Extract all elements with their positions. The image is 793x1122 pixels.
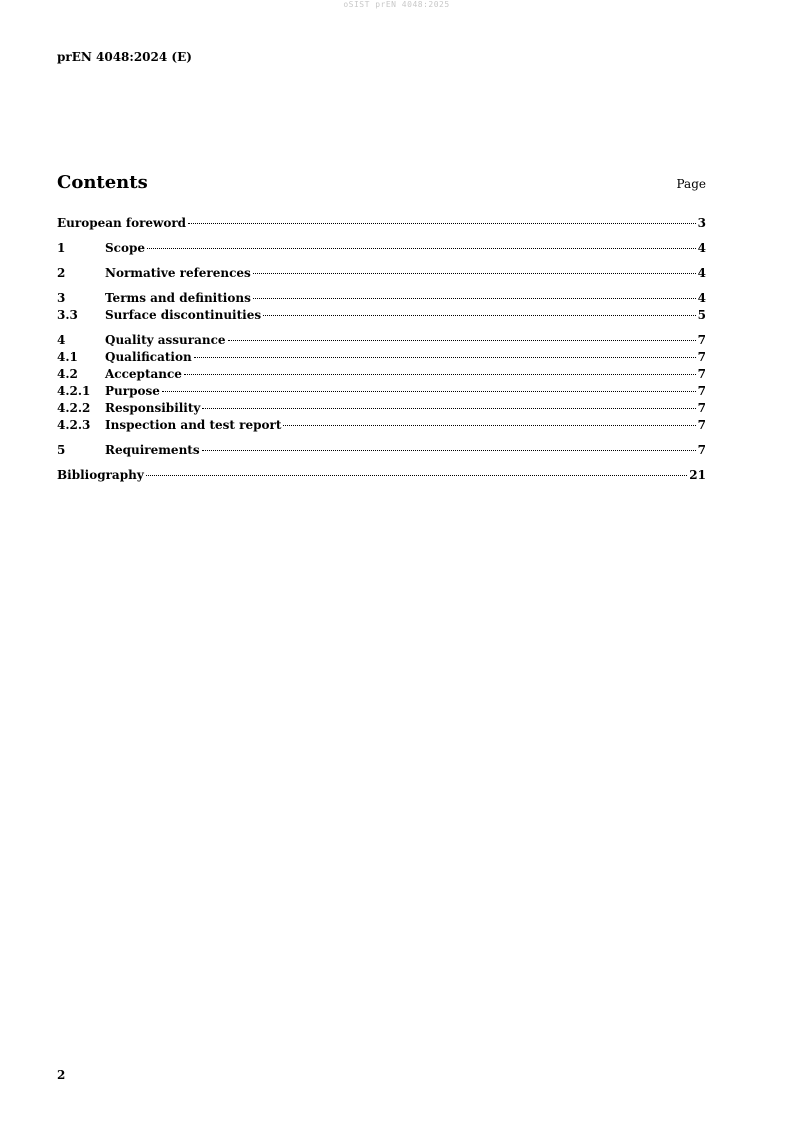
- dot-leader: [202, 450, 696, 451]
- toc-entry-page: 7: [697, 367, 706, 381]
- toc-entry-bibliography[interactable]: [57, 467, 706, 484]
- toc-entry-title: Scope: [105, 241, 146, 255]
- toc-entry-title: Surface discontinuities: [105, 308, 262, 322]
- toc-entry-page: 21: [689, 468, 706, 482]
- toc-entry-acceptance[interactable]: [57, 366, 706, 383]
- toc-entry-title: Responsibility: [105, 401, 201, 415]
- toc-entry-qualification[interactable]: [57, 349, 706, 366]
- toc-entry-title: Acceptance: [105, 367, 182, 381]
- dot-leader: [194, 357, 696, 358]
- toc-entry-number: 3.3: [57, 308, 78, 322]
- toc-entry-page: 5: [697, 308, 706, 322]
- toc-entry-title: Bibliography: [57, 468, 144, 482]
- toc-entry-number: 4: [57, 333, 66, 347]
- dot-leader: [147, 248, 696, 249]
- dot-leader: [263, 315, 696, 316]
- dot-leader: [202, 408, 695, 409]
- toc-entry-number: 4.2: [57, 367, 78, 381]
- contents-title: Contents: [57, 172, 148, 193]
- toc-entry-page: 7: [697, 333, 706, 347]
- contents-header: [57, 172, 706, 193]
- toc-entry-purpose[interactable]: [57, 383, 706, 400]
- toc-entry-normative-references[interactable]: [57, 265, 706, 282]
- page-number: 2: [57, 1068, 66, 1082]
- toc-entry-european-foreword[interactable]: [57, 215, 706, 232]
- dot-leader: [253, 298, 696, 299]
- dot-leader: [228, 340, 696, 341]
- document-reference: prEN 4048:2024 (E): [57, 50, 192, 64]
- toc-entry-inspection-and-test-report[interactable]: [57, 417, 706, 434]
- toc-entry-scope[interactable]: [57, 240, 706, 257]
- toc-entry-title: Quality assurance: [105, 333, 226, 347]
- toc-entry-number: 4.2.3: [57, 418, 91, 432]
- toc-entry-number: 2: [57, 266, 66, 280]
- toc-entry-page: 4: [697, 266, 706, 280]
- dot-leader: [188, 223, 696, 224]
- toc-entry-page: 7: [697, 418, 706, 432]
- dot-leader: [146, 475, 688, 476]
- toc-entry-number: 1: [57, 241, 66, 255]
- toc-entry-responsibility[interactable]: [57, 400, 706, 417]
- toc-entry-page: 7: [697, 384, 706, 398]
- page-column-label: Page: [676, 177, 706, 191]
- toc-entry-page: 4: [697, 291, 706, 305]
- toc-entry-terms-and-definitions[interactable]: [57, 290, 706, 307]
- toc-entry-number: 4.2.1: [57, 384, 91, 398]
- dot-leader: [184, 374, 696, 375]
- toc-entry-page: 4: [697, 241, 706, 255]
- toc-entry-quality-assurance[interactable]: [57, 332, 706, 349]
- toc-entry-number: 5: [57, 443, 66, 457]
- toc-entry-page: 7: [697, 443, 706, 457]
- toc-entry-number: 3: [57, 291, 66, 305]
- watermark-text: oSIST prEN 4048:2025: [343, 0, 450, 9]
- toc-entry-title: Inspection and test report: [105, 418, 282, 432]
- dot-leader: [162, 391, 696, 392]
- toc-entry-title: Terms and definitions: [105, 291, 251, 305]
- toc-entry-requirements[interactable]: [57, 442, 706, 459]
- toc-entry-page: 7: [697, 350, 706, 364]
- dot-leader: [253, 273, 696, 274]
- toc-entry-title: Purpose: [105, 384, 160, 398]
- toc-entry-page: 3: [697, 216, 706, 230]
- toc-entry-number: 4.2.2: [57, 401, 91, 415]
- toc-entry-title: Qualification: [105, 350, 192, 364]
- toc-entry-surface-discontinuities[interactable]: [57, 307, 706, 324]
- toc-entry-title: European foreword: [57, 216, 187, 230]
- toc-entry-title: Requirements: [105, 443, 200, 457]
- toc-entry-number: 4.1: [57, 350, 78, 364]
- toc-entry-page: 7: [697, 401, 706, 415]
- table-of-contents: [57, 215, 706, 484]
- dot-leader: [283, 425, 695, 426]
- toc-entry-title: Normative references: [105, 266, 251, 280]
